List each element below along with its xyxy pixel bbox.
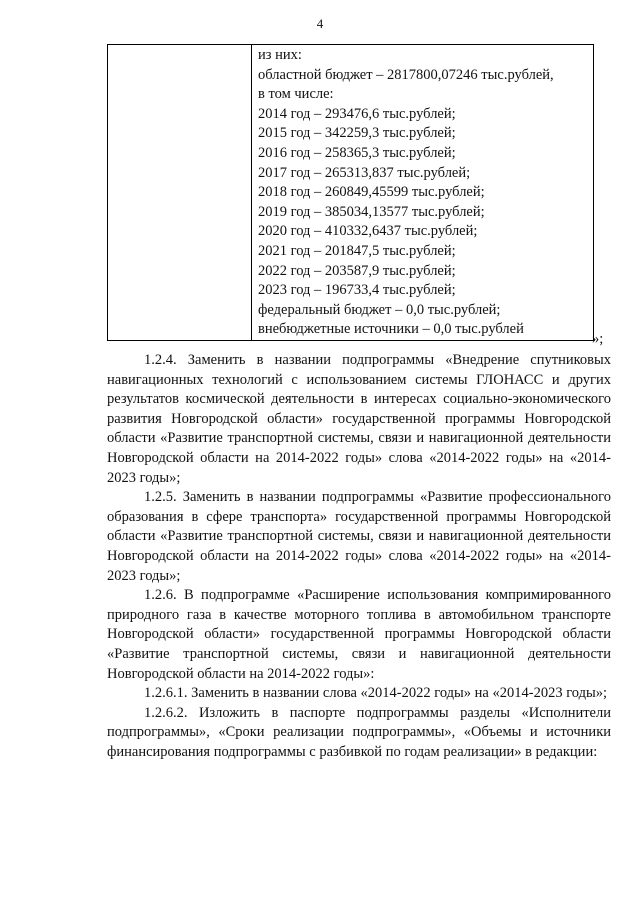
financing-line: федеральный бюджет – 0,0 тыс.рублей; <box>258 301 501 318</box>
financing-line: 2021 год – 201847,5 тыс.рублей; <box>258 242 456 259</box>
financing-line: 2017 год – 265313,837 тыс.рублей; <box>258 164 471 181</box>
financing-line: 2016 год – 258365,3 тыс.рублей; <box>258 144 456 161</box>
page-number: 4 <box>316 16 324 31</box>
financing-line: 2020 год – 410332,6437 тыс.рублей; <box>258 223 478 240</box>
financing-line: 2014 год – 293476,6 тыс.рублей; <box>258 105 456 122</box>
financing-line: 2019 год – 385034,13577 тыс.рублей; <box>258 203 485 220</box>
financing-line: 2018 год – 260849,45599 тыс.рублей; <box>258 184 485 201</box>
financing-line: из них: <box>258 47 302 63</box>
financing-line: областной бюджет – 2817800,07246 тыс.рублей, <box>258 66 554 83</box>
table-cell-financing <box>252 45 594 341</box>
paragraph-1-2-6: 1.2.6. В подпрограмме «Расширение использования компримированного природного газа в качестве моторного топлива в автомобильном транспорте Новгородской области» государственной программы Новгородской области «Развитие транспортной системы, связи и навигационной деятельности Новгородской области на 2014-2022 годы»: <box>107 587 611 682</box>
paragraph-1-2-5: 1.2.5. Заменить в названии подпрограммы «Развитие профессионального образования в сфере транспорта» государственной программы Новгородской области «Развитие транспортной системы, связи и навигационной деятельности Новгородской области на 2014-2022 годы» слова «2014-2022 годы» на «2014-2023 годы»; <box>107 489 611 584</box>
financing-line: 2023 год – 196733,4 тыс.рублей; <box>258 282 456 299</box>
financing-line: 2022 год – 203587,9 тыс.рублей; <box>258 262 456 279</box>
closing-quote: »; <box>592 331 604 347</box>
financing-line: в том числе: <box>258 86 334 103</box>
financing-table <box>107 44 594 341</box>
paragraph-1-2-4: 1.2.4. Заменить в названии подпрограммы «Внедрение спутниковых навигационных технологий с использованием системы ГЛОНАСС и других результатов космической деятельности в интересах социально-экономического развития Новгородской области» государственной программы Новгородской области «Развитие транспортной системы, связи и навигационной деятельности Новгородской области на 2014-2022 годы» слова «2014-2022 годы» на «2014-2023 годы»; <box>107 352 611 486</box>
table-cell-empty <box>108 45 252 341</box>
paragraph-1-2-6-2: 1.2.6.2. Изложить в паспорте подпрограммы разделы «Исполнители подпрограммы», «Сроки реализации подпрограммы», «Объемы и источники финансирования подпрограммы с разбивкой по годам реализации» в редакции: <box>107 704 611 760</box>
document-body <box>107 351 611 762</box>
financing-line: 2015 год – 342259,3 тыс.рублей; <box>258 125 456 142</box>
financing-line: внебюджетные источники – 0,0 тыс.рублей <box>258 321 524 338</box>
table-row <box>108 45 594 341</box>
paragraph-1-2-6-1: 1.2.6.1. Заменить в названии слова «2014-2022 годы» на «2014-2023 годы»; <box>144 685 608 702</box>
